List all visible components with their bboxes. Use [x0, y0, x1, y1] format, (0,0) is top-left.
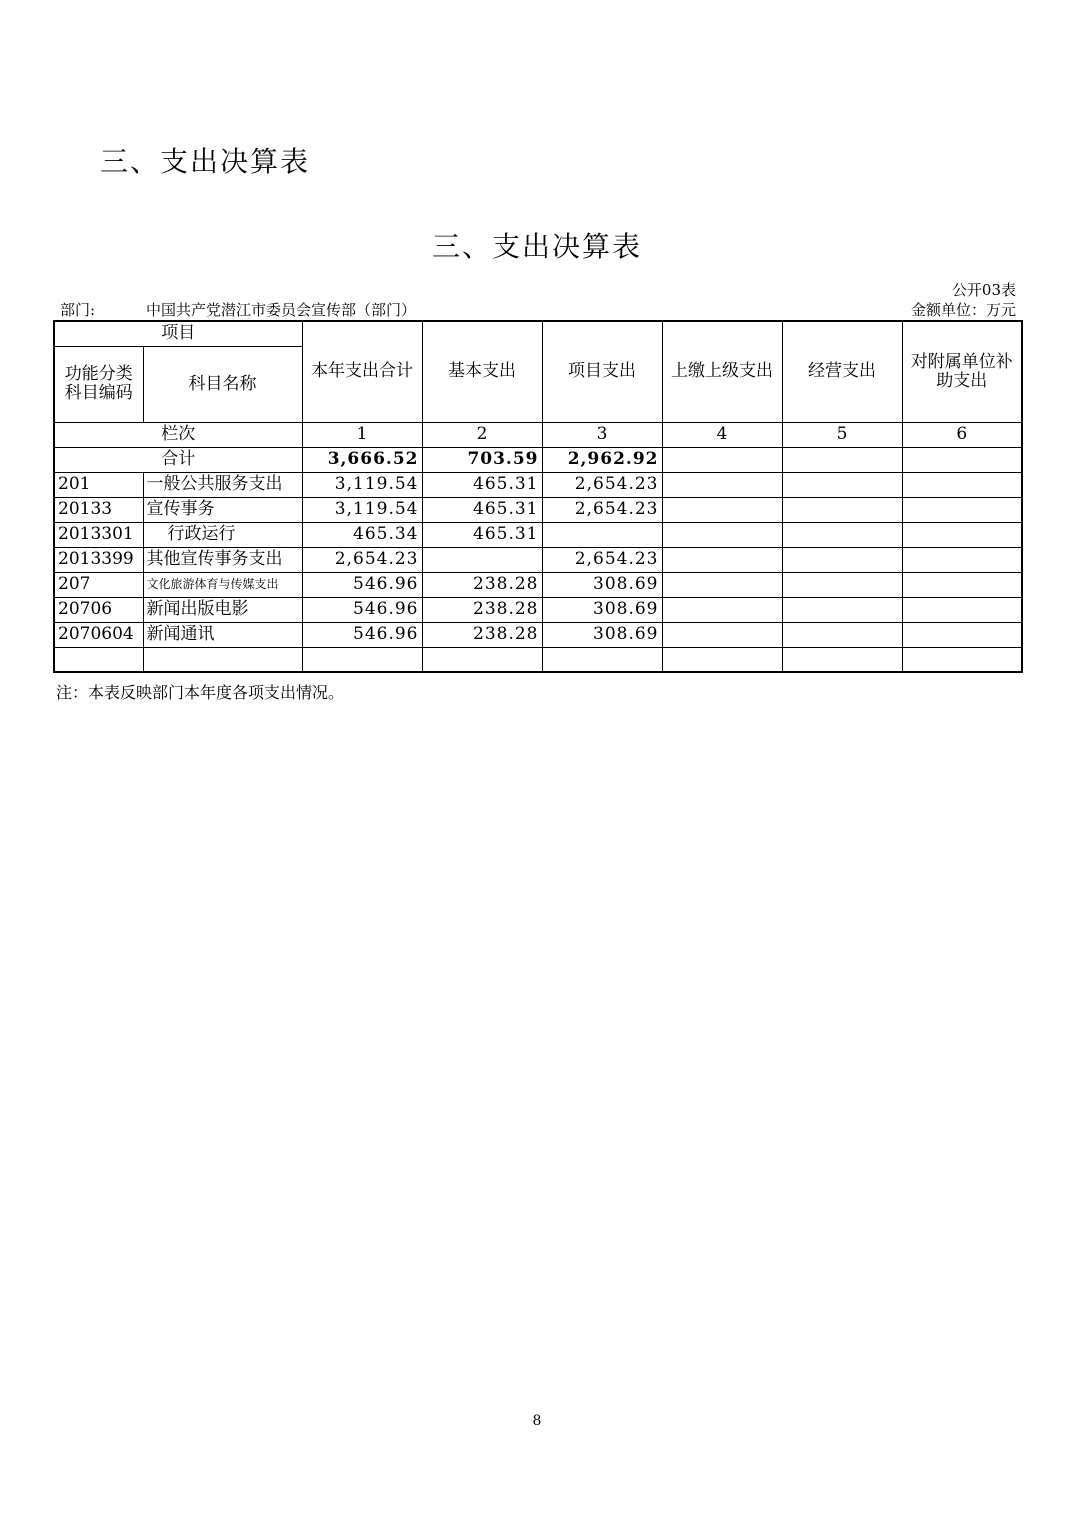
header-upper: 上缴上级支出 [662, 321, 782, 422]
row-basic: 465.31 [422, 497, 542, 522]
total-business [782, 447, 902, 472]
row-code: 2070604 [54, 622, 143, 647]
row-code: 2013301 [54, 522, 143, 547]
table-row [54, 472, 1022, 497]
row-name: 宣传事务 [143, 497, 302, 522]
row-name: 文化旅游体育与传媒支出 [143, 572, 302, 597]
row-name: 新闻通讯 [143, 622, 302, 647]
row-business [782, 622, 902, 647]
total-upper [662, 447, 782, 472]
amount-unit: 金额单位：万元 [910, 301, 1016, 319]
row-name: 一般公共服务支出 [143, 472, 302, 497]
row-business [782, 522, 902, 547]
row-basic: 465.31 [422, 472, 542, 497]
table-meta [56, 299, 1018, 319]
row-upper [662, 497, 782, 522]
column-number: 2 [422, 422, 542, 447]
row-upper [662, 472, 782, 497]
table-row [54, 572, 1022, 597]
column-number: 4 [662, 422, 782, 447]
row-business [782, 472, 902, 497]
table-row [54, 622, 1022, 647]
row-basic [422, 547, 542, 572]
row-project: 2,654.23 [542, 472, 662, 497]
row-project [542, 522, 662, 547]
header-project: 项目支出 [542, 321, 662, 422]
row-business [782, 497, 902, 522]
expenditure-table [53, 320, 1023, 673]
department-name: 中国共产党潜江市委员会宣传部（部门） [146, 301, 417, 319]
table-row [54, 497, 1022, 522]
row-code: 201 [54, 472, 143, 497]
total-basic: 703.59 [422, 447, 542, 472]
total-project: 2,962.92 [542, 447, 662, 472]
row-subsidy [902, 597, 1022, 622]
row-project: 2,654.23 [542, 547, 662, 572]
row-upper [662, 597, 782, 622]
header-name: 科目名称 [143, 346, 302, 422]
row-total: 546.96 [302, 572, 422, 597]
row-subsidy [902, 622, 1022, 647]
total-subsidy [902, 447, 1022, 472]
column-number: 1 [302, 422, 422, 447]
total-row [54, 447, 1022, 472]
empty-row [54, 647, 1022, 672]
row-basic: 238.28 [422, 572, 542, 597]
header-business: 经营支出 [782, 321, 902, 422]
header-item: 项目 [54, 321, 302, 346]
total-amount: 3,666.52 [302, 447, 422, 472]
row-subsidy [902, 522, 1022, 547]
row-name: 其他宣传事务支出 [143, 547, 302, 572]
row-upper [662, 547, 782, 572]
row-project: 2,654.23 [542, 497, 662, 522]
row-subsidy [902, 572, 1022, 597]
row-code: 2013399 [54, 547, 143, 572]
row-subsidy [902, 472, 1022, 497]
row-subsidy [902, 497, 1022, 522]
table-row [54, 522, 1022, 547]
row-code: 20133 [54, 497, 143, 522]
row-business [782, 547, 902, 572]
row-basic: 238.28 [422, 622, 542, 647]
table-row [54, 547, 1022, 572]
row-basic: 238.28 [422, 597, 542, 622]
column-number: 6 [902, 422, 1022, 447]
row-total: 465.34 [302, 522, 422, 547]
section-heading: 三、支出决算表 [100, 145, 311, 178]
page-number: 8 [532, 1413, 542, 1429]
department-label: 部门: [60, 301, 96, 319]
row-subsidy [902, 547, 1022, 572]
row-business [782, 597, 902, 622]
table-note: 注：本表反映部门本年度各项支出情况。 [56, 683, 345, 702]
form-number: 公开03表 [951, 281, 1016, 299]
row-upper [662, 522, 782, 547]
row-project: 308.69 [542, 572, 662, 597]
row-project: 308.69 [542, 597, 662, 622]
row-business [782, 572, 902, 597]
row-total: 3,119.54 [302, 497, 422, 522]
row-name: 行政运行 [143, 522, 302, 547]
row-name: 新闻出版电影 [143, 597, 302, 622]
column-number-label: 栏次 [54, 422, 302, 447]
row-code: 207 [54, 572, 143, 597]
row-total: 546.96 [302, 597, 422, 622]
table-row [54, 597, 1022, 622]
row-code: 20706 [54, 597, 143, 622]
total-label: 合计 [54, 447, 302, 472]
column-number-row [54, 422, 1022, 447]
column-number: 3 [542, 422, 662, 447]
row-upper [662, 622, 782, 647]
header-basic: 基本支出 [422, 321, 542, 422]
column-number: 5 [782, 422, 902, 447]
table-title: 三、支出决算表 [431, 230, 642, 263]
header-subsidy: 对附属单位补助支出 [902, 321, 1022, 422]
row-project: 308.69 [542, 622, 662, 647]
row-total: 546.96 [302, 622, 422, 647]
row-total: 3,119.54 [302, 472, 422, 497]
header-code: 功能分类科目编码 [54, 346, 143, 422]
row-upper [662, 572, 782, 597]
row-total: 2,654.23 [302, 547, 422, 572]
row-basic: 465.31 [422, 522, 542, 547]
header-total: 本年支出合计 [302, 321, 422, 422]
